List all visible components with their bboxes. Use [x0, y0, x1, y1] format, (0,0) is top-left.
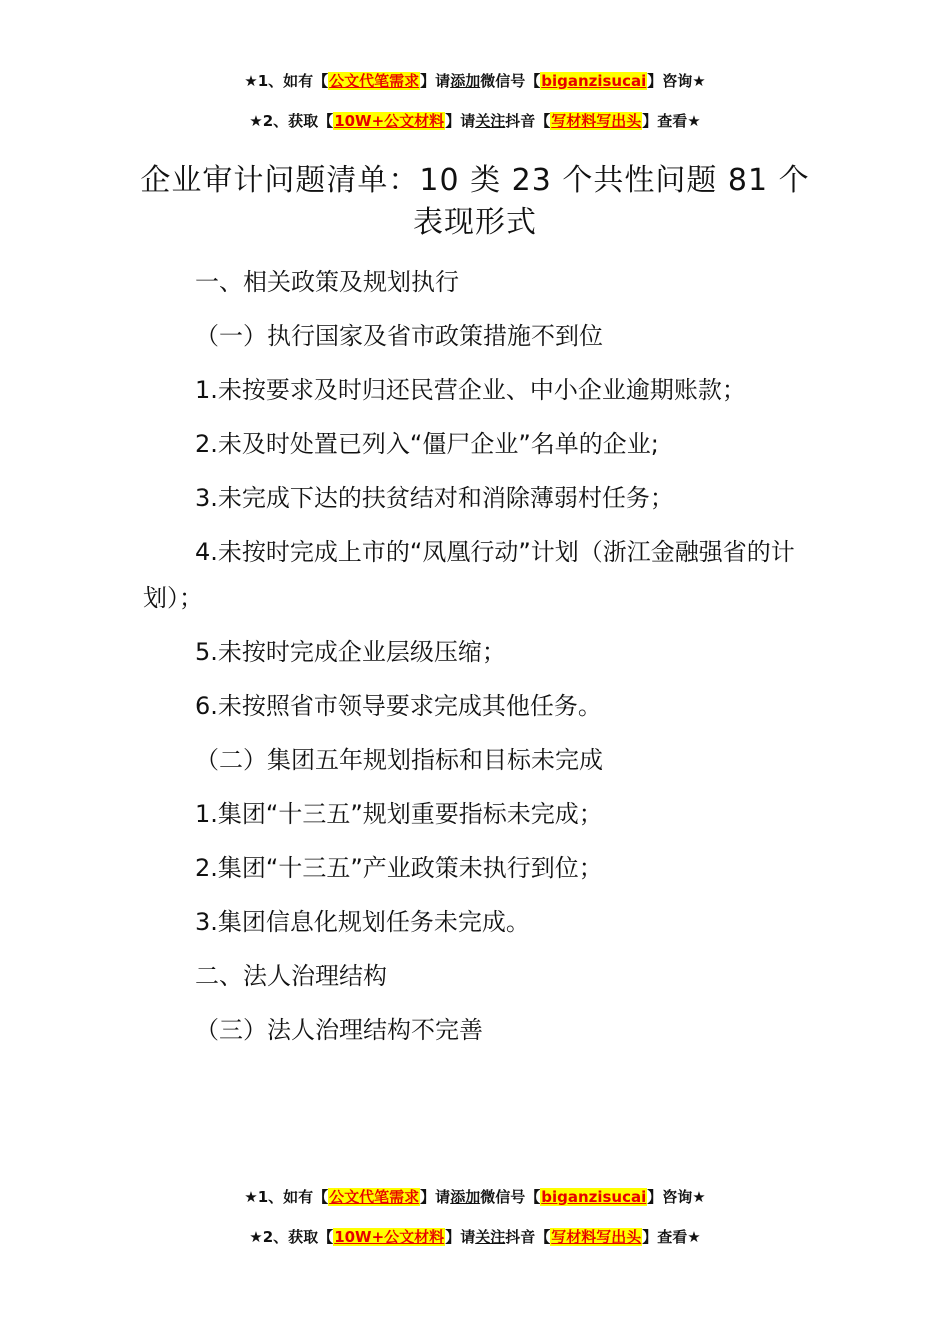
promo-highlight-materials: 10W+公文材料: [334, 1228, 445, 1246]
header-promo-line-2: [0, 110, 950, 132]
promo-highlight-service: 公文代笔需求: [329, 72, 420, 90]
promo-text: 】查看★: [642, 1228, 701, 1246]
promo-text: 抖音【: [505, 1228, 551, 1246]
promo-highlight-wechat-id: biganzisucai: [541, 1188, 647, 1206]
promo-text: ★1、如有【: [244, 1188, 329, 1206]
promo-highlight-douyin-account: 写材料写出头: [551, 112, 642, 130]
promo-text: 抖音【: [505, 112, 551, 130]
promo-text: ★1、如有【: [244, 72, 329, 90]
list-item: 6.未按照省市领导要求完成其他任务。: [195, 692, 602, 720]
promo-text: 】请: [420, 72, 451, 90]
promo-text: ★2、获取【: [249, 1228, 334, 1246]
section-heading: 一、相关政策及规划执行: [195, 268, 459, 296]
promo-underlined-word: 关注: [475, 1228, 506, 1246]
promo-text: ★2、获取【: [249, 112, 334, 130]
promo-highlight-wechat-id: biganzisucai: [541, 72, 647, 90]
section-heading: 二、法人治理结构: [195, 962, 387, 990]
promo-highlight-douyin-account: 写材料写出头: [551, 1228, 642, 1246]
subsection-heading: （一）执行国家及省市政策措施不到位: [195, 322, 603, 350]
promo-text: 微信号【: [480, 1188, 541, 1206]
promo-underlined-word: 添加: [450, 1188, 481, 1206]
footer-promo-line-2: [0, 1226, 950, 1248]
list-item: 1.未按要求及时归还民营企业、中小企业逾期账款；: [195, 376, 746, 404]
promo-text: 微信号【: [480, 72, 541, 90]
list-item: 5.未按时完成企业层级压缩；: [195, 638, 506, 666]
list-item: 1.集团“十三五”规划重要指标未完成；: [195, 800, 603, 828]
promo-highlight-materials: 10W+公文材料: [334, 112, 445, 130]
list-item: 3.集团信息化规划任务未完成。: [195, 908, 530, 936]
subsection-heading: （三）法人治理结构不完善: [195, 1016, 483, 1044]
promo-underlined-word: 添加: [450, 72, 481, 90]
list-item: 2.未及时处置已列入“僵尸企业”名单的企业;: [195, 430, 659, 458]
header-promo-line-1: [0, 70, 950, 92]
promo-highlight-service: 公文代笔需求: [329, 1188, 420, 1206]
list-item: 4.未按时完成上市的“凤凰行动”计划（浙江金融强省的计划）；: [143, 538, 795, 612]
list-item: 3.未完成下达的扶贫结对和消除薄弱村任务；: [195, 484, 674, 512]
promo-text: 】咨询★: [647, 1188, 706, 1206]
list-item: 2.集团“十三五”产业政策未执行到位；: [195, 854, 603, 882]
document-title: 企业审计问题清单：10 类 23 个共性问题 81 个表现形式: [140, 163, 810, 240]
promo-text: 】查看★: [642, 112, 701, 130]
promo-text: 】请: [420, 1188, 451, 1206]
subsection-heading: （二）集团五年规划指标和目标未完成: [195, 746, 603, 774]
promo-text: 】请: [445, 112, 476, 130]
footer-promo-line-1: [0, 1186, 950, 1208]
promo-text: 】咨询★: [647, 72, 706, 90]
promo-text: 】请: [445, 1228, 476, 1246]
promo-underlined-word: 关注: [475, 112, 506, 130]
